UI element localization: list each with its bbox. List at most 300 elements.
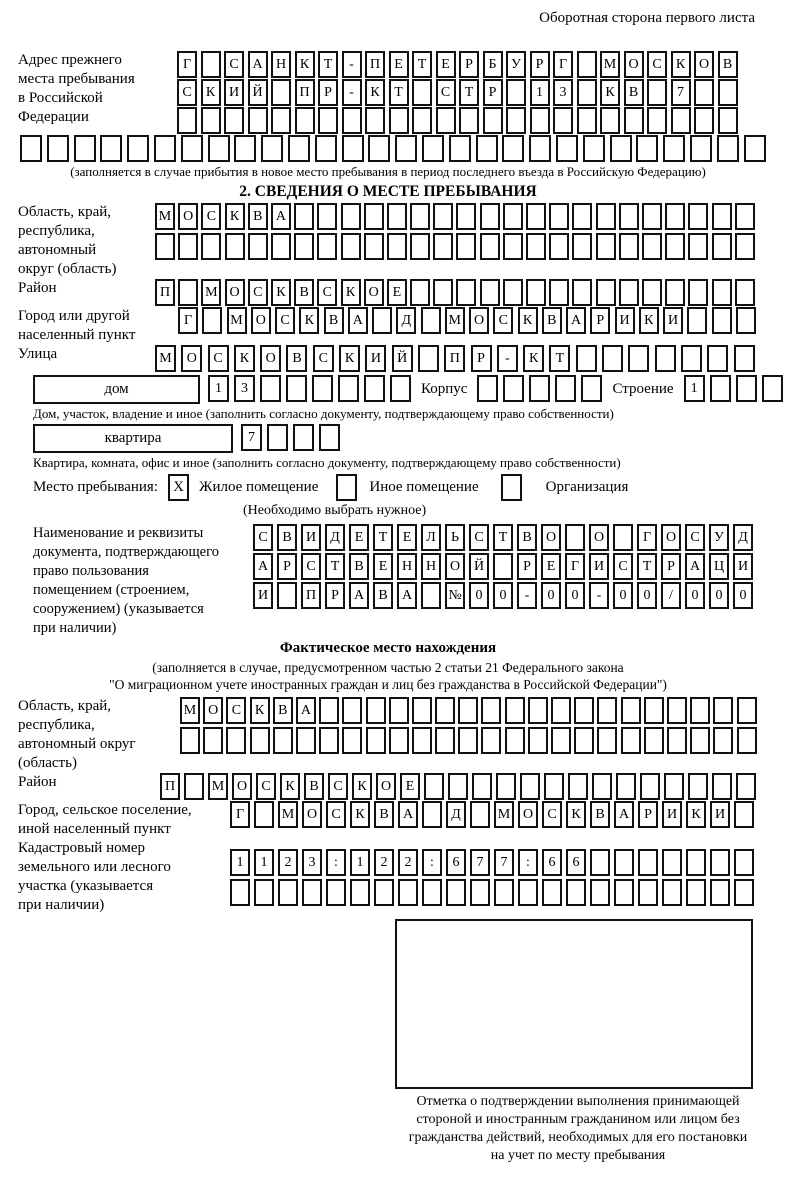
char-cell[interactable]: [565, 524, 585, 551]
char-cell[interactable]: [737, 727, 757, 754]
char-cell[interactable]: [600, 107, 620, 134]
char-cell[interactable]: [638, 879, 658, 906]
char-cell[interactable]: Т: [493, 524, 513, 551]
char-cell[interactable]: [178, 233, 198, 260]
char-cell[interactable]: [505, 727, 525, 754]
char-cell[interactable]: [435, 727, 455, 754]
char-cell[interactable]: В: [374, 801, 394, 828]
char-cell[interactable]: [568, 773, 588, 800]
char-cell[interactable]: [480, 279, 500, 306]
char-cell[interactable]: [421, 307, 441, 334]
char-cell[interactable]: О: [376, 773, 396, 800]
char-cell[interactable]: О: [445, 553, 465, 580]
char-cell[interactable]: В: [294, 279, 314, 306]
char-cell[interactable]: О: [661, 524, 681, 551]
char-cell[interactable]: Г: [553, 51, 573, 78]
char-cell[interactable]: [686, 849, 706, 876]
char-cell[interactable]: В: [373, 582, 393, 609]
char-cell[interactable]: [318, 107, 338, 134]
char-cell[interactable]: /: [661, 582, 681, 609]
char-cell[interactable]: У: [506, 51, 526, 78]
char-cell[interactable]: К: [566, 801, 586, 828]
char-cell[interactable]: [647, 107, 667, 134]
char-cell[interactable]: [710, 375, 731, 402]
char-cell[interactable]: 0: [613, 582, 633, 609]
char-cell[interactable]: [208, 135, 230, 162]
char-cell[interactable]: М: [155, 345, 176, 372]
char-cell[interactable]: [619, 279, 639, 306]
char-cell[interactable]: Н: [421, 553, 441, 580]
char-cell[interactable]: Р: [277, 553, 297, 580]
char-cell[interactable]: О: [181, 345, 202, 372]
char-cell[interactable]: [364, 203, 384, 230]
checkbox-organizatsiya[interactable]: [501, 474, 522, 501]
char-cell[interactable]: О: [178, 203, 198, 230]
char-cell[interactable]: [315, 135, 337, 162]
char-cell[interactable]: [398, 879, 418, 906]
char-cell[interactable]: [638, 849, 658, 876]
char-cell[interactable]: [480, 233, 500, 260]
char-cell[interactable]: [619, 203, 639, 230]
char-cell[interactable]: 0: [565, 582, 585, 609]
char-cell[interactable]: К: [686, 801, 706, 828]
char-cell[interactable]: С: [685, 524, 705, 551]
char-cell[interactable]: Й: [469, 553, 489, 580]
char-cell[interactable]: И: [224, 79, 244, 106]
char-cell[interactable]: [642, 279, 662, 306]
char-cell[interactable]: Д: [446, 801, 466, 828]
char-cell[interactable]: [518, 879, 538, 906]
char-cell[interactable]: И: [710, 801, 730, 828]
char-cell[interactable]: С: [328, 773, 348, 800]
char-cell[interactable]: [277, 582, 297, 609]
char-cell[interactable]: [412, 107, 432, 134]
char-cell[interactable]: [662, 879, 682, 906]
char-cell[interactable]: [312, 375, 333, 402]
char-cell[interactable]: Г: [230, 801, 250, 828]
char-cell[interactable]: [364, 233, 384, 260]
char-cell[interactable]: [710, 849, 730, 876]
char-cell[interactable]: С: [469, 524, 489, 551]
char-cell[interactable]: 6: [542, 849, 562, 876]
char-cell[interactable]: И: [253, 582, 273, 609]
char-cell[interactable]: [688, 233, 708, 260]
char-cell[interactable]: [734, 345, 755, 372]
char-cell[interactable]: [456, 279, 476, 306]
char-cell[interactable]: [613, 524, 633, 551]
char-cell[interactable]: [590, 849, 610, 876]
char-cell[interactable]: Й: [248, 79, 268, 106]
char-cell[interactable]: П: [295, 79, 315, 106]
char-cell[interactable]: [619, 233, 639, 260]
char-cell[interactable]: [366, 727, 386, 754]
char-cell[interactable]: К: [250, 697, 270, 724]
char-cell[interactable]: [470, 801, 490, 828]
char-cell[interactable]: [267, 424, 288, 451]
char-cell[interactable]: [644, 727, 664, 754]
char-cell[interactable]: О: [203, 697, 223, 724]
char-cell[interactable]: [614, 879, 634, 906]
char-cell[interactable]: Б: [483, 51, 503, 78]
char-cell[interactable]: :: [326, 849, 346, 876]
char-cell[interactable]: С: [313, 345, 334, 372]
char-cell[interactable]: [665, 279, 685, 306]
char-cell[interactable]: С: [248, 279, 268, 306]
char-cell[interactable]: [458, 697, 478, 724]
char-cell[interactable]: С: [256, 773, 276, 800]
char-cell[interactable]: [542, 879, 562, 906]
char-cell[interactable]: [529, 135, 551, 162]
char-cell[interactable]: [576, 345, 597, 372]
char-cell[interactable]: [505, 697, 525, 724]
checkbox-inoe[interactable]: [336, 474, 357, 501]
char-cell[interactable]: [433, 233, 453, 260]
char-cell[interactable]: [530, 107, 550, 134]
char-cell[interactable]: Р: [483, 79, 503, 106]
char-cell[interactable]: [736, 307, 756, 334]
char-cell[interactable]: Л: [421, 524, 441, 551]
char-cell[interactable]: [271, 107, 291, 134]
char-cell[interactable]: [590, 879, 610, 906]
char-cell[interactable]: В: [248, 203, 268, 230]
char-cell[interactable]: [503, 233, 523, 260]
char-cell[interactable]: Н: [271, 51, 291, 78]
char-cell[interactable]: И: [365, 345, 386, 372]
char-cell[interactable]: [712, 279, 732, 306]
char-cell[interactable]: В: [277, 524, 297, 551]
char-cell[interactable]: 0: [685, 582, 705, 609]
char-cell[interactable]: [480, 203, 500, 230]
char-cell[interactable]: [296, 727, 316, 754]
char-cell[interactable]: [387, 233, 407, 260]
char-cell[interactable]: А: [296, 697, 316, 724]
char-cell[interactable]: [319, 697, 339, 724]
char-cell[interactable]: [574, 697, 594, 724]
char-cell[interactable]: Г: [178, 307, 198, 334]
char-cell[interactable]: [341, 233, 361, 260]
char-cell[interactable]: [127, 135, 149, 162]
char-cell[interactable]: [20, 135, 42, 162]
char-cell[interactable]: [248, 233, 268, 260]
char-cell[interactable]: С: [208, 345, 229, 372]
char-cell[interactable]: [365, 107, 385, 134]
char-cell[interactable]: [572, 279, 592, 306]
char-cell[interactable]: [642, 203, 662, 230]
char-cell[interactable]: О: [518, 801, 538, 828]
char-cell[interactable]: М: [278, 801, 298, 828]
char-cell[interactable]: [502, 135, 524, 162]
char-cell[interactable]: Е: [436, 51, 456, 78]
char-cell[interactable]: [319, 727, 339, 754]
char-cell[interactable]: Е: [373, 553, 393, 580]
char-cell[interactable]: Е: [349, 524, 369, 551]
char-cell[interactable]: [597, 727, 617, 754]
char-cell[interactable]: [271, 79, 291, 106]
char-cell[interactable]: [549, 203, 569, 230]
char-cell[interactable]: 7: [671, 79, 691, 106]
char-cell[interactable]: А: [349, 582, 369, 609]
char-cell[interactable]: [448, 773, 468, 800]
char-cell[interactable]: У: [709, 524, 729, 551]
char-cell[interactable]: О: [251, 307, 271, 334]
char-cell[interactable]: [261, 135, 283, 162]
char-cell[interactable]: 7: [494, 849, 514, 876]
char-cell[interactable]: Т: [389, 79, 409, 106]
char-cell[interactable]: [647, 79, 667, 106]
char-cell[interactable]: К: [639, 307, 659, 334]
char-cell[interactable]: М: [155, 203, 175, 230]
char-cell[interactable]: [553, 107, 573, 134]
char-cell[interactable]: [528, 697, 548, 724]
char-cell[interactable]: [597, 697, 617, 724]
char-cell[interactable]: [555, 375, 576, 402]
char-cell[interactable]: [350, 879, 370, 906]
char-cell[interactable]: [526, 233, 546, 260]
char-cell[interactable]: [155, 233, 175, 260]
char-cell[interactable]: [234, 135, 256, 162]
char-cell[interactable]: М: [180, 697, 200, 724]
char-cell[interactable]: К: [201, 79, 221, 106]
char-cell[interactable]: К: [600, 79, 620, 106]
char-cell[interactable]: -: [342, 79, 362, 106]
char-cell[interactable]: -: [342, 51, 362, 78]
char-cell[interactable]: В: [304, 773, 324, 800]
char-cell[interactable]: И: [589, 553, 609, 580]
char-cell[interactable]: Р: [459, 51, 479, 78]
char-cell[interactable]: :: [518, 849, 538, 876]
char-cell[interactable]: №: [445, 582, 465, 609]
char-cell[interactable]: [254, 801, 274, 828]
char-cell[interactable]: О: [232, 773, 252, 800]
char-cell[interactable]: А: [398, 801, 418, 828]
char-cell[interactable]: [372, 307, 392, 334]
char-cell[interactable]: А: [685, 553, 705, 580]
char-cell[interactable]: О: [302, 801, 322, 828]
char-cell[interactable]: [201, 51, 221, 78]
char-cell[interactable]: [667, 727, 687, 754]
char-cell[interactable]: [100, 135, 122, 162]
char-cell[interactable]: [712, 233, 732, 260]
char-cell[interactable]: [640, 773, 660, 800]
char-cell[interactable]: [481, 727, 501, 754]
char-cell[interactable]: [74, 135, 96, 162]
char-cell[interactable]: [662, 849, 682, 876]
char-cell[interactable]: [642, 233, 662, 260]
char-cell[interactable]: С: [226, 697, 246, 724]
char-cell[interactable]: В: [324, 307, 344, 334]
char-cell[interactable]: П: [301, 582, 321, 609]
char-cell[interactable]: [293, 424, 314, 451]
char-cell[interactable]: 1: [684, 375, 705, 402]
char-cell[interactable]: [225, 233, 245, 260]
char-cell[interactable]: Т: [318, 51, 338, 78]
char-cell[interactable]: [572, 203, 592, 230]
char-cell[interactable]: [671, 107, 691, 134]
char-cell[interactable]: П: [155, 279, 175, 306]
char-cell[interactable]: И: [733, 553, 753, 580]
char-cell[interactable]: Т: [373, 524, 393, 551]
char-cell[interactable]: [665, 203, 685, 230]
char-cell[interactable]: [734, 879, 754, 906]
char-cell[interactable]: М: [201, 279, 221, 306]
char-cell[interactable]: [435, 697, 455, 724]
char-cell[interactable]: [410, 233, 430, 260]
char-cell[interactable]: Г: [177, 51, 197, 78]
char-cell[interactable]: [717, 135, 739, 162]
char-cell[interactable]: [294, 203, 314, 230]
char-cell[interactable]: [433, 203, 453, 230]
char-cell[interactable]: 1: [230, 849, 250, 876]
char-cell[interactable]: 0: [733, 582, 753, 609]
char-cell[interactable]: [610, 135, 632, 162]
char-cell[interactable]: [665, 233, 685, 260]
char-cell[interactable]: [636, 135, 658, 162]
char-cell[interactable]: [736, 773, 756, 800]
char-cell[interactable]: В: [590, 801, 610, 828]
char-cell[interactable]: О: [469, 307, 489, 334]
char-cell[interactable]: [735, 233, 755, 260]
char-cell[interactable]: К: [352, 773, 372, 800]
char-cell[interactable]: А: [248, 51, 268, 78]
char-cell[interactable]: [667, 697, 687, 724]
char-cell[interactable]: [412, 727, 432, 754]
char-cell[interactable]: [278, 879, 298, 906]
char-cell[interactable]: [506, 79, 526, 106]
char-cell[interactable]: О: [624, 51, 644, 78]
char-cell[interactable]: [458, 727, 478, 754]
char-cell[interactable]: В: [517, 524, 537, 551]
char-cell[interactable]: А: [614, 801, 634, 828]
char-cell[interactable]: [628, 345, 649, 372]
char-cell[interactable]: [341, 203, 361, 230]
char-cell[interactable]: [688, 773, 708, 800]
char-cell[interactable]: [583, 135, 605, 162]
char-cell[interactable]: И: [662, 801, 682, 828]
char-cell[interactable]: [688, 203, 708, 230]
char-cell[interactable]: А: [271, 203, 291, 230]
char-cell[interactable]: -: [589, 582, 609, 609]
char-cell[interactable]: 7: [241, 424, 262, 451]
char-cell[interactable]: [481, 697, 501, 724]
char-cell[interactable]: [230, 879, 250, 906]
char-cell[interactable]: Т: [412, 51, 432, 78]
char-cell[interactable]: К: [671, 51, 691, 78]
char-cell[interactable]: [395, 135, 417, 162]
char-cell[interactable]: [506, 107, 526, 134]
char-cell[interactable]: [203, 727, 223, 754]
char-cell[interactable]: [494, 879, 514, 906]
char-cell[interactable]: [412, 79, 432, 106]
char-cell[interactable]: [493, 553, 513, 580]
char-cell[interactable]: С: [177, 79, 197, 106]
char-cell[interactable]: Р: [590, 307, 610, 334]
char-cell[interactable]: [177, 107, 197, 134]
char-cell[interactable]: [556, 135, 578, 162]
char-cell[interactable]: [718, 107, 738, 134]
char-cell[interactable]: Р: [517, 553, 537, 580]
char-cell[interactable]: [734, 801, 754, 828]
char-cell[interactable]: Ц: [709, 553, 729, 580]
char-cell[interactable]: [577, 51, 597, 78]
char-cell[interactable]: [690, 697, 710, 724]
char-cell[interactable]: К: [271, 279, 291, 306]
char-cell[interactable]: [483, 107, 503, 134]
char-cell[interactable]: Т: [459, 79, 479, 106]
char-cell[interactable]: В: [349, 553, 369, 580]
char-cell[interactable]: [342, 697, 362, 724]
char-cell[interactable]: [338, 375, 359, 402]
char-cell[interactable]: [317, 233, 337, 260]
char-cell[interactable]: Е: [387, 279, 407, 306]
char-cell[interactable]: Т: [549, 345, 570, 372]
char-cell[interactable]: [317, 203, 337, 230]
char-cell[interactable]: И: [615, 307, 635, 334]
char-cell[interactable]: [180, 727, 200, 754]
char-cell[interactable]: [202, 307, 222, 334]
char-cell[interactable]: [503, 375, 524, 402]
char-cell[interactable]: Г: [565, 553, 585, 580]
char-cell[interactable]: О: [225, 279, 245, 306]
char-cell[interactable]: [690, 135, 712, 162]
char-cell[interactable]: [374, 879, 394, 906]
char-cell[interactable]: [201, 233, 221, 260]
char-cell[interactable]: 1: [350, 849, 370, 876]
char-cell[interactable]: [181, 135, 203, 162]
char-cell[interactable]: О: [260, 345, 281, 372]
char-cell[interactable]: 2: [398, 849, 418, 876]
char-cell[interactable]: П: [444, 345, 465, 372]
char-cell[interactable]: [581, 375, 602, 402]
char-cell[interactable]: [424, 773, 444, 800]
char-cell[interactable]: С: [253, 524, 273, 551]
char-cell[interactable]: [718, 79, 738, 106]
char-cell[interactable]: [713, 727, 733, 754]
char-cell[interactable]: Е: [389, 51, 409, 78]
char-cell[interactable]: [459, 107, 479, 134]
char-cell[interactable]: [154, 135, 176, 162]
char-cell[interactable]: С: [493, 307, 513, 334]
char-cell[interactable]: Е: [400, 773, 420, 800]
char-cell[interactable]: [503, 279, 523, 306]
char-cell[interactable]: [389, 697, 409, 724]
char-cell[interactable]: [596, 203, 616, 230]
char-cell[interactable]: [526, 279, 546, 306]
char-cell[interactable]: М: [494, 801, 514, 828]
char-cell[interactable]: [470, 879, 490, 906]
char-cell[interactable]: [387, 203, 407, 230]
char-cell[interactable]: Й: [392, 345, 413, 372]
char-cell[interactable]: Р: [638, 801, 658, 828]
char-cell[interactable]: Е: [541, 553, 561, 580]
char-cell[interactable]: Г: [637, 524, 657, 551]
char-cell[interactable]: [596, 279, 616, 306]
char-cell[interactable]: [446, 879, 466, 906]
char-cell[interactable]: Е: [397, 524, 417, 551]
char-cell[interactable]: Д: [325, 524, 345, 551]
char-cell[interactable]: [410, 203, 430, 230]
char-cell[interactable]: К: [523, 345, 544, 372]
char-cell[interactable]: [664, 773, 684, 800]
char-cell[interactable]: Р: [325, 582, 345, 609]
char-cell[interactable]: К: [234, 345, 255, 372]
char-cell[interactable]: :: [422, 849, 442, 876]
char-cell[interactable]: К: [518, 307, 538, 334]
char-cell[interactable]: [456, 233, 476, 260]
char-cell[interactable]: [302, 879, 322, 906]
char-cell[interactable]: 0: [709, 582, 729, 609]
char-cell[interactable]: [201, 107, 221, 134]
char-cell[interactable]: С: [326, 801, 346, 828]
